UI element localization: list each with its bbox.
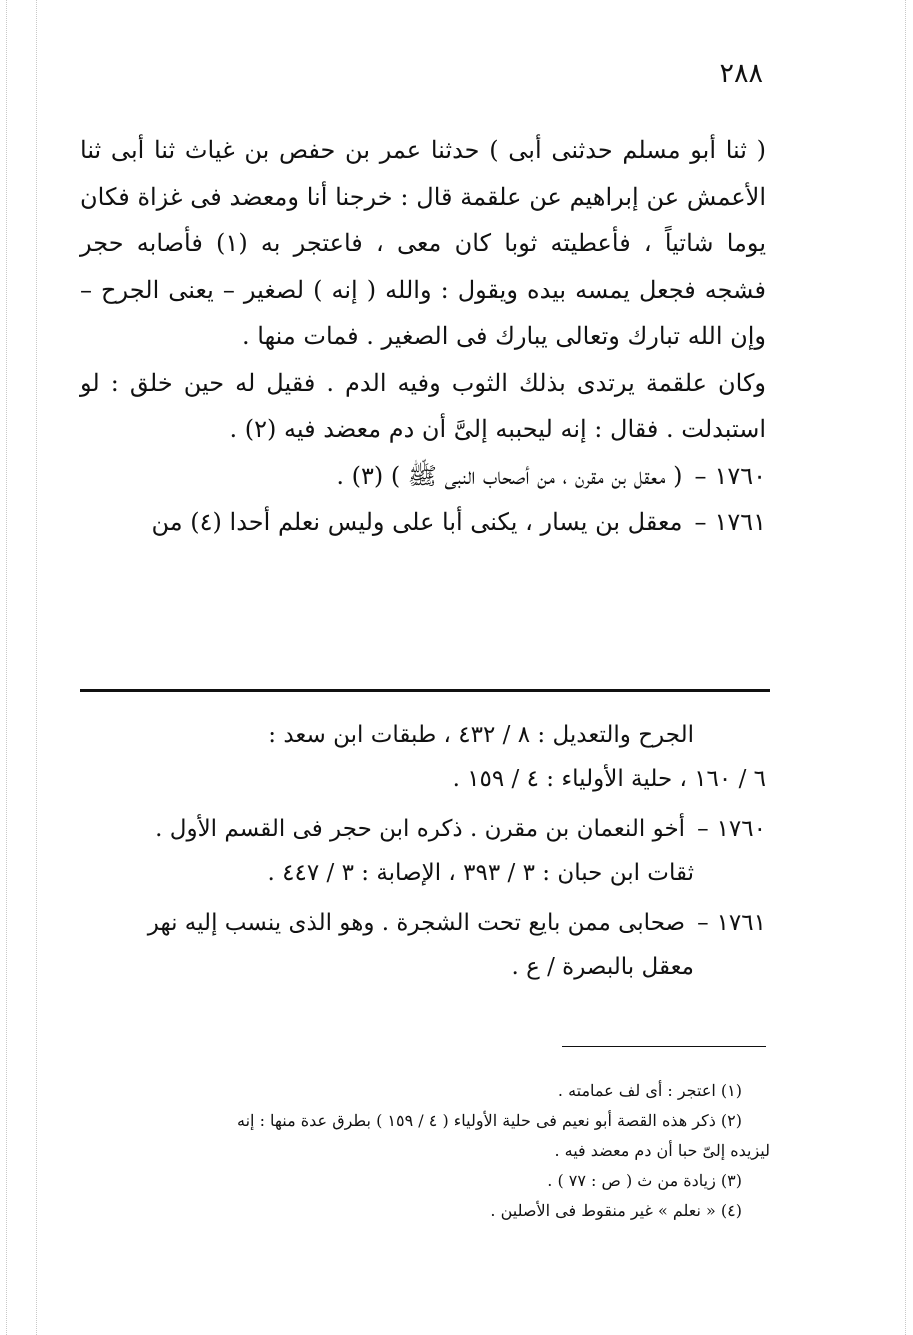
paragraph-alqama: وكان علقمة يرتدى بذلك الثوب وفيه الدم . فقيل له حين خلق : لو استبدلت . فقال : إنه ليحببه إلىَّ أن دم معضد فيه (٢) . <box>80 368 766 443</box>
entry-1760 <box>80 453 766 500</box>
note-number: ١٧٦٠ <box>716 816 766 842</box>
main-divider <box>80 689 770 692</box>
scan-edge-left-inner <box>36 0 37 1335</box>
footnote-2: (٢) ذكر هذه القصة أبو نعيم فى حلية الأولياء ( ٤ / ١٥٩ ) بطرق عدة منها : إنه <box>237 1111 742 1130</box>
note-1760 <box>80 807 766 895</box>
main-text <box>80 127 766 546</box>
entry-1761 <box>80 499 766 546</box>
note-line: ثقات ابن حبان : ٣ / ٣٩٣ ، الإصابة : ٣ / ٤٤٧ . <box>267 860 694 886</box>
footnote-2-continued: ليزيده إلىّ حبا أن دم معضد فيه . <box>554 1141 770 1160</box>
note-text: صحابى ممن بايع تحت الشجرة . وهو الذى ينسب إليه نهر <box>147 910 686 936</box>
note-number: ١٧٦١ <box>716 910 766 936</box>
entry-number: ١٧٦١ <box>714 508 766 536</box>
note-dash: – <box>697 816 709 842</box>
entry-text: معقل بن يسار ، يكنى أبا على وليس نعلم أحدا (٤) من <box>151 508 683 536</box>
entry-dash: – <box>694 461 707 490</box>
footnote-3: (٣) زيادة من ث ( ص : ٧٧ ) . <box>547 1171 742 1190</box>
note-dash: – <box>697 910 709 936</box>
note-entry-line <box>80 901 766 945</box>
footnotes-section <box>70 1076 770 1226</box>
paragraph-story: ( ثنا أبو مسلم حدثنى أبى ) حدثنا عمر بن حفص بن غياث ثنا أبى ثنا الأعمش عن إبراهيم عن علقمة قال : خرجنا أنا ومعضد فى غزاة فكان يوما شاتياً ، فأعطيته ثوبا كان معى ، فاعتجر به (١) فأصابه حجر فشجه فجعل يمسه بيده ويقول : والله ( إنه ) لصغير – يعنى الجرح – وإن الله تبارك وتعالى يبارك فى الصغير . فمات منها . <box>80 136 766 350</box>
note-references <box>80 713 766 801</box>
scan-edge-right <box>905 0 906 1335</box>
footnote-4: (٤) « نعلم » غير منقوط فى الأصلين . <box>490 1201 742 1220</box>
note-1761 <box>80 901 766 989</box>
entry-text: ( معقل بن مقرن ، من أصحاب النبى ﷺ ) (٣) . <box>336 461 683 490</box>
footnote-divider <box>562 1046 766 1047</box>
note-entry-line <box>80 807 766 851</box>
note-line: ٦ / ١٦٠ ، حلية الأولياء : ٤ / ١٥٩ . <box>452 766 766 792</box>
note-line: الجرح والتعديل : ٨ / ٤٣٢ ، طبقات ابن سعد : <box>268 722 694 748</box>
note-line: معقل بالبصرة / ع . <box>511 954 694 980</box>
entry-number: ١٧٦٠ <box>714 461 766 490</box>
page-number: ٢٨٨ <box>719 58 763 89</box>
note-text: أخو النعمان بن مقرن . ذكره ابن حجر فى القسم الأول . <box>155 816 686 842</box>
scan-edge-left <box>6 0 7 1335</box>
entry-dash: – <box>694 508 707 536</box>
notes-section <box>80 713 766 995</box>
footnote-1: (١) اعتجر : أى لف عمامته . <box>557 1081 742 1100</box>
